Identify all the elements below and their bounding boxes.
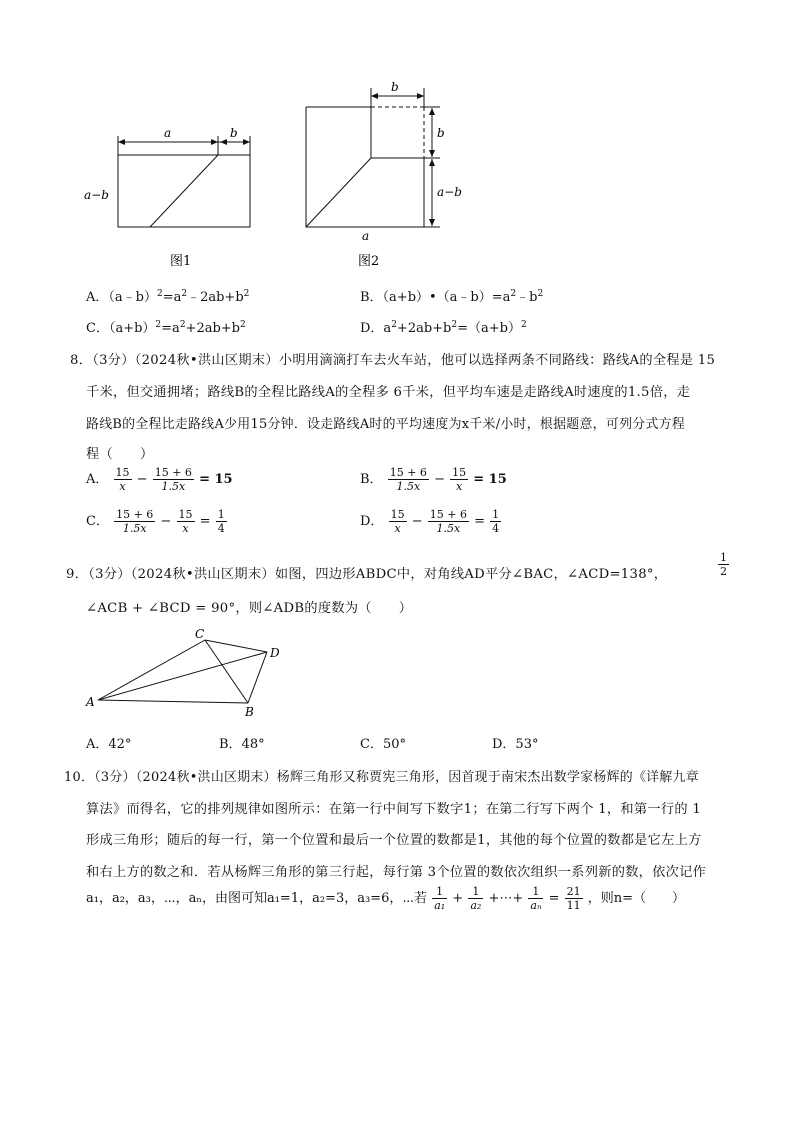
q9-option-a: A．42° bbox=[86, 737, 132, 752]
q9-line-2: ∠ACB + ∠BCD = 90°，则∠ADB的度数为（ ） bbox=[86, 601, 413, 616]
q9-option-c: C．50° bbox=[360, 737, 406, 752]
q9-line-1: 9．（3分）（2024秋•洪山区期末）如图，四边形ABDC中，对角线AD平分∠BAC，∠ACD=138°， bbox=[66, 567, 668, 582]
q8-option-a: A． $\frac{15}{x}$ − $\frac{15 + 6}{1.5x}$ = 15 bbox=[86, 466, 233, 493]
q9-figure bbox=[80, 620, 300, 730]
q9-option-d: D．53° bbox=[492, 737, 539, 752]
fig2-label-amb: a−b bbox=[437, 185, 462, 199]
q8-line-2: 千米，但交通拥堵；路线B的全程比路线A的全程多 6千米，但平均车速是走路线A时速度的1.5倍，走 bbox=[86, 385, 691, 400]
figure-1 bbox=[80, 118, 280, 278]
q7-option-a: A．$(a﹣b)^2=a^2﹣2ab+b^2$ bbox=[86, 289, 250, 305]
q9-label-a: A bbox=[86, 695, 95, 709]
q9-label-c: C bbox=[195, 627, 205, 641]
fig2-label-a: a bbox=[362, 229, 370, 243]
q9-option-b: B．48° bbox=[219, 737, 265, 752]
fig2-label-b-side: b bbox=[437, 126, 445, 140]
q8-line-4: 程（ ） bbox=[86, 447, 154, 462]
fig1-label-a: a bbox=[164, 126, 172, 140]
q10-line-4: 和右上方的数之和．若从杨辉三角形的第三行起，每行第 3个位置的数依次组织一系列新的数，依次记作 bbox=[86, 865, 707, 880]
q10-line-1: 10．（3分）（2024秋•洪山区期末）杨辉三角形又称贾宪三角形，因首现于南宋杰出数学家杨辉的《详解九章 bbox=[64, 770, 699, 785]
fig1-caption: 图1 bbox=[170, 254, 192, 269]
q7-option-b: B．$(a+b)•(a﹣b)=a^2﹣b^2$ bbox=[360, 289, 544, 305]
q7-option-d: D．$a^2+2ab+b^2=(a+b)^2$ bbox=[360, 320, 527, 336]
q8-option-d: D． $\frac{15}{x}$ − $\frac{15 + 6}{1.5x}$ = $\frac{1}{4}$ bbox=[360, 508, 500, 535]
q9-label-b: B bbox=[245, 705, 254, 719]
q8-option-c: C． $\frac{15 + 6}{1.5x}$ − $\frac{15}{x}$ = $\frac{1}{4}$ bbox=[86, 508, 225, 535]
fig1-label-b: b bbox=[230, 126, 238, 140]
q9-label-d: D bbox=[270, 646, 280, 660]
q7-option-c: C．$(a+b)^2=a^2+2ab+b^2$ bbox=[86, 320, 246, 336]
q10-line-5: a₁，a₂，a₃，⋯，aₙ，由图可知a₁=1，a₂=3，a₃=6，⋯若 $\frac{1}{\text{a₁}}$ + $\frac{1}{\text{a₂}}$ +⋯+ $\frac{1}{\text{aₙ}}$ = $\frac{21}{11}$ ，则n=（ ） bbox=[86, 885, 686, 912]
q8-line-1: 8．（3分）（2024秋•洪山区期末）小明用滴滴打车去火车站，他可以选择两条不同路线：路线A的全程是 15 bbox=[70, 353, 716, 368]
fig2-caption: 图2 bbox=[358, 254, 380, 269]
fig1-label-amb: a−b bbox=[84, 188, 109, 202]
q10-line-3: 形成三角形；随后的每一行，第一个位置和最后一个位置的数都是1，其他的每个位置的数都是它左上方 bbox=[86, 833, 702, 848]
fig2-label-b-top: b bbox=[391, 80, 399, 94]
q8-option-b: B． $\frac{15 + 6}{1.5x}$ − $\frac{15}{x}$ = 15 bbox=[360, 466, 507, 493]
q9-half-fraction: $\frac{1}{2}$ bbox=[720, 551, 727, 578]
q8-line-3: 路线B的全程比走路线A少用15分钟．设走路线A时的平均速度为x千米/小时，根据题意，可列分式方程 bbox=[86, 417, 686, 432]
q10-line-2: 算法》而得名，它的排列规律如图所示：在第一行中间写下数字1；在第二行写下两个 1，和第一行的 1 bbox=[86, 802, 702, 817]
figure-2 bbox=[296, 76, 476, 276]
